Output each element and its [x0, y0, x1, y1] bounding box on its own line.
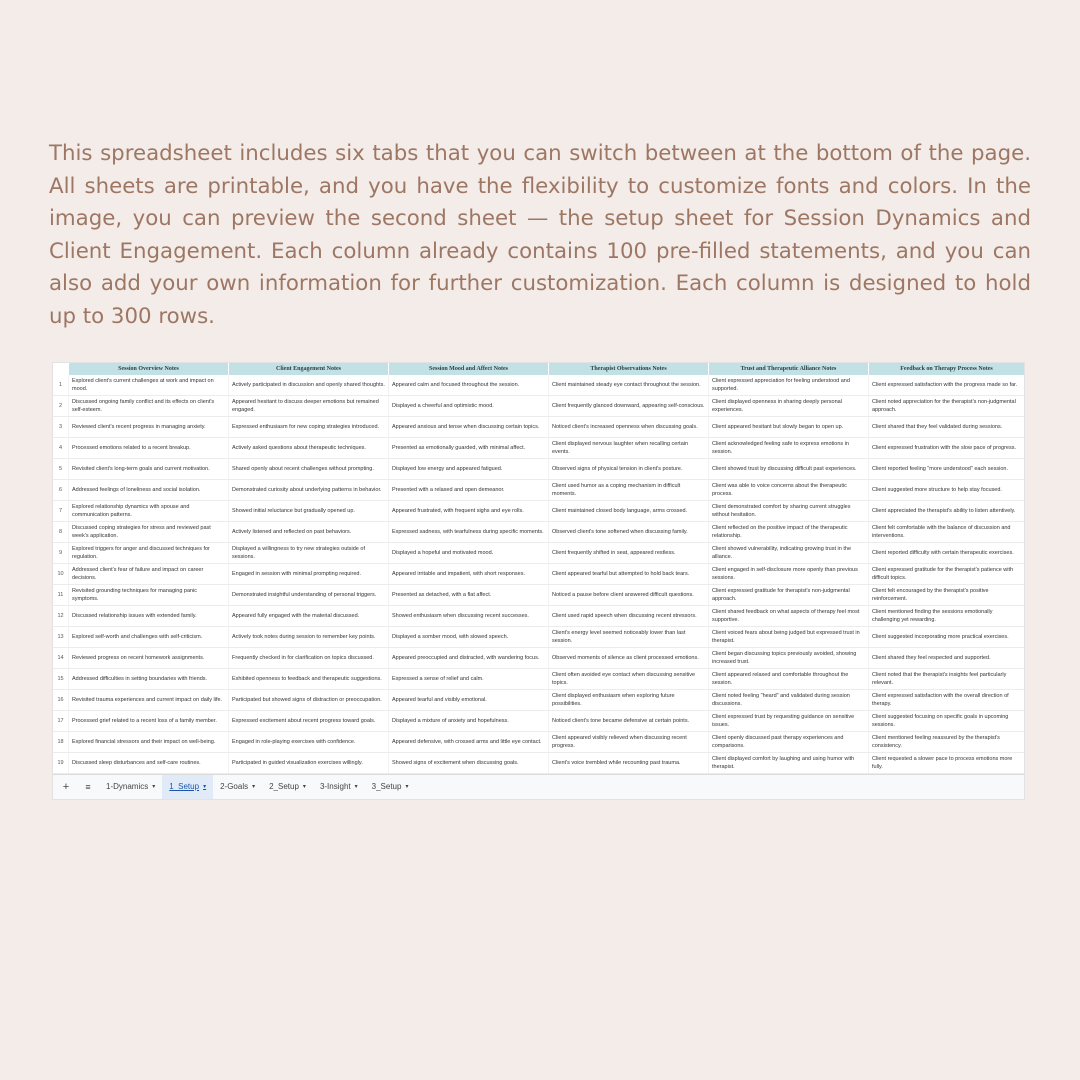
chevron-down-icon[interactable]: ▾ — [152, 784, 156, 790]
table-cell[interactable] — [228, 648, 388, 669]
table-cell[interactable] — [228, 438, 388, 459]
cell-text: Client frequently shifted in seat, appeared restless. — [552, 549, 676, 556]
cell-text: Client maintained closed body language, arms crossed. — [552, 507, 688, 514]
row-number[interactable]: 5 — [53, 459, 68, 480]
row-number[interactable]: 7 — [53, 501, 68, 522]
cell-text: Client used humor as a coping mechanism in difficult moments. — [552, 482, 681, 497]
cell-text: Client appeared visibly relieved when discussing recent progress. — [552, 734, 687, 749]
table-cell[interactable] — [868, 522, 1024, 543]
cell-text: Discussed ongoing family conflict and its effects on client's self-esteem. — [72, 398, 215, 413]
table-cell[interactable] — [708, 606, 868, 627]
table-cell[interactable] — [68, 564, 228, 585]
table-cell[interactable] — [548, 375, 708, 396]
table-cell[interactable] — [388, 606, 548, 627]
cell-text: Client noted appreciation for the therapist's non-judgmental approach. — [872, 398, 1016, 413]
table-cell[interactable] — [388, 459, 548, 480]
cell-text: Client maintained steady eye contact throughout the session. — [552, 381, 701, 388]
table-cell[interactable] — [548, 480, 708, 501]
table-cell[interactable] — [68, 501, 228, 522]
table-cell[interactable] — [708, 375, 868, 396]
cell-text: Client showed trust by discussing difficult past experiences. — [712, 465, 857, 472]
table-cell[interactable] — [388, 543, 548, 564]
column-header[interactable]: Client Engagement Notes — [228, 363, 388, 375]
cell-text: Client suggested incorporating more practical exercises. — [872, 633, 1009, 640]
cell-text: Noticed a pause before client answered difficult questions. — [552, 591, 694, 598]
table-cell[interactable] — [548, 711, 708, 732]
table-cell[interactable] — [388, 753, 548, 774]
cell-text: Client noted feeling "heard" and validated during session discussions. — [712, 692, 850, 707]
table-cell[interactable] — [548, 585, 708, 606]
column-header[interactable]: Therapist Observations Notes — [548, 363, 708, 375]
sheet-tab-bar — [53, 774, 1024, 799]
table-cell[interactable] — [548, 564, 708, 585]
cell-text: Client used rapid speech when discussing recent stressors. — [552, 612, 697, 619]
cell-text: Client shared they feel respected and supported. — [872, 654, 991, 661]
sheet-grid — [53, 363, 1024, 774]
row-number[interactable]: 19 — [53, 753, 68, 774]
table-cell[interactable] — [868, 480, 1024, 501]
cell-text: Client appeared tearful but attempted to hold back tears. — [552, 570, 690, 577]
table-cell[interactable] — [68, 648, 228, 669]
cell-text: Client displayed comfort by laughing and using humor with therapist. — [712, 755, 855, 770]
table-cell[interactable] — [708, 732, 868, 753]
table-cell[interactable] — [548, 690, 708, 711]
cell-text: Client mentioned feeling reassured by the therapist's consistency. — [872, 734, 1000, 749]
table-cell[interactable] — [708, 438, 868, 459]
table-cell[interactable] — [388, 438, 548, 459]
table-cell[interactable] — [388, 501, 548, 522]
cell-text: Client engaged in self-disclosure more openly than previous sessions. — [712, 566, 858, 581]
table-cell[interactable] — [68, 543, 228, 564]
table-cell[interactable] — [548, 669, 708, 690]
table-cell[interactable] — [708, 627, 868, 648]
table-cell[interactable] — [548, 753, 708, 774]
cell-text: Client expressed frustration with the slow pace of progress. — [872, 444, 1016, 451]
cell-text: Client showed vulnerability, indicating growing trust in the alliance. — [712, 545, 851, 560]
column-header[interactable]: Session Mood and Affect Notes — [388, 363, 548, 375]
cell-text: Client mentioned finding the sessions emotionally challenging yet rewarding. — [872, 608, 993, 623]
corner-cell[interactable] — [53, 363, 68, 375]
cell-text: Displayed a mixture of anxiety and hopefulness. — [392, 717, 509, 724]
table-cell[interactable] — [228, 501, 388, 522]
cell-text: Appeared tearful and visibly emotional. — [392, 696, 487, 703]
cell-text: Actively participated in discussion and openly shared thoughts. — [232, 381, 385, 388]
cell-text: Appeared anxious and tense when discussing certain topics. — [392, 423, 540, 430]
row-number[interactable]: 15 — [53, 669, 68, 690]
cell-text: Client acknowledged feeling safe to express emotions in session. — [712, 440, 849, 455]
cell-text: Client felt encouraged by the therapist's positive reinforcement. — [872, 587, 989, 602]
row-number[interactable]: 8 — [53, 522, 68, 543]
table-cell[interactable] — [228, 711, 388, 732]
table-cell[interactable] — [388, 648, 548, 669]
cell-text: Client's energy level seemed noticeably lower than last session. — [552, 629, 686, 644]
table-cell[interactable] — [708, 543, 868, 564]
table-cell[interactable] — [868, 501, 1024, 522]
table-cell[interactable] — [228, 522, 388, 543]
table-cell[interactable] — [868, 564, 1024, 585]
cell-text: Client reported difficulty with certain therapeutic exercises. — [872, 549, 1014, 556]
table-cell[interactable] — [68, 690, 228, 711]
cell-text: Engaged in role-playing exercises with confidence. — [232, 738, 356, 745]
cell-text: Demonstrated insightful understanding of personal triggers. — [232, 591, 377, 598]
cell-text: Appeared calm and focused throughout the session. — [392, 381, 520, 388]
cell-text: Reviewed progress on recent homework assignments. — [72, 654, 205, 661]
table-cell[interactable] — [388, 417, 548, 438]
table-cell[interactable] — [548, 648, 708, 669]
table-cell[interactable] — [708, 711, 868, 732]
table-cell[interactable] — [708, 396, 868, 417]
sheet-tab[interactable] — [365, 775, 416, 799]
table-cell[interactable] — [228, 543, 388, 564]
table-cell[interactable] — [228, 669, 388, 690]
cell-text: Client appreciated the therapist's ability to listen attentively. — [872, 507, 1016, 514]
table-cell[interactable] — [228, 606, 388, 627]
row-number[interactable]: 1 — [53, 375, 68, 396]
cell-text: Engaged in session with minimal prompting required. — [232, 570, 362, 577]
sheet-tab-label: 3_Setup — [371, 782, 402, 791]
table-cell[interactable] — [228, 690, 388, 711]
cell-text: Client suggested more structure to help stay focused. — [872, 486, 1002, 493]
cell-text: Displayed a somber mood, with slowed speech. — [392, 633, 509, 640]
table-cell[interactable] — [68, 627, 228, 648]
table-cell[interactable] — [548, 627, 708, 648]
table-cell[interactable] — [68, 522, 228, 543]
chevron-down-icon[interactable]: ▾ — [203, 784, 207, 790]
table-cell[interactable] — [548, 438, 708, 459]
cell-text: Appeared hesitant to discuss deeper emotions but remained engaged. — [232, 398, 379, 413]
cell-text: Client openly discussed past therapy experiences and comparisons. — [712, 734, 844, 749]
table-cell[interactable] — [868, 648, 1024, 669]
cell-text: Client demonstrated comfort by sharing current struggles without hesitation. — [712, 503, 851, 518]
sheet-tab-label: 3-Insight — [319, 782, 351, 791]
table-cell[interactable] — [708, 648, 868, 669]
table-cell[interactable] — [868, 690, 1024, 711]
cell-text: Presented with a relaxed and open demeanor. — [392, 486, 505, 493]
table-cell[interactable] — [708, 585, 868, 606]
table-cell[interactable] — [388, 585, 548, 606]
chevron-down-icon[interactable]: ▾ — [302, 784, 306, 790]
table-cell[interactable] — [548, 732, 708, 753]
table-cell[interactable] — [388, 564, 548, 585]
table-cell[interactable] — [868, 627, 1024, 648]
table-cell[interactable] — [228, 396, 388, 417]
row-number[interactable]: 12 — [53, 606, 68, 627]
table-cell[interactable] — [388, 522, 548, 543]
table-cell[interactable] — [868, 417, 1024, 438]
row-number[interactable]: 9 — [53, 543, 68, 564]
table-cell[interactable] — [868, 585, 1024, 606]
cell-text: Displayed a cheerful and optimistic mood. — [392, 402, 494, 409]
cell-text: Appeared preoccupied and distracted, with wandering focus. — [392, 654, 540, 661]
cell-text: Client expressed gratitude for therapist's non-judgmental approach. — [712, 587, 850, 602]
table-cell[interactable] — [868, 606, 1024, 627]
table-cell[interactable] — [548, 501, 708, 522]
cell-text: Client shared feedback on what aspects of therapy feel most supportive. — [712, 608, 860, 623]
table-cell[interactable] — [708, 501, 868, 522]
cell-text: Explored financial stressors and their impact on well-being. — [72, 738, 216, 745]
cell-text: Processed grief related to a recent loss of a family member. — [72, 717, 217, 724]
table-cell[interactable] — [868, 732, 1024, 753]
cell-text: Client suggested focusing on specific goals in upcoming sessions. — [872, 713, 1009, 728]
cell-text: Client displayed enthusiasm when exploring future possibilities. — [552, 692, 675, 707]
cell-text: Addressed difficulties in setting boundaries with friends. — [72, 675, 208, 682]
cell-text: Explored client's current challenges at work and impact on mood. — [72, 377, 214, 392]
cell-text: Client expressed trust by requesting guidance on sensitive issues. — [712, 713, 855, 728]
cell-text: Explored self-worth and challenges with self-criticism. — [72, 633, 203, 640]
cell-text: Displayed a hopeful and motivated mood. — [392, 549, 494, 556]
cell-text: Explored relationship dynamics with spouse and communication patterns. — [72, 503, 190, 518]
cell-text: Client expressed appreciation for feeling understood and supported. — [712, 377, 850, 392]
cell-text: Presented as emotionally guarded, with minimal affect. — [392, 444, 526, 451]
table-cell[interactable] — [548, 396, 708, 417]
cell-text: Client displayed openness in sharing deeply personal experiences. — [712, 398, 842, 413]
cell-text: Client appeared relaxed and comfortable throughout the session. — [712, 671, 849, 686]
sheet-tab-label: 2_Setup — [269, 782, 299, 791]
table-cell[interactable] — [228, 480, 388, 501]
cell-text: Discussed sleep disturbances and self-care routines. — [72, 759, 201, 766]
table-cell[interactable] — [388, 375, 548, 396]
table-cell[interactable] — [68, 480, 228, 501]
cell-text: Client was able to voice concerns about the therapeutic process. — [712, 482, 847, 497]
cell-text: Actively asked questions about therapeutic techniques. — [232, 444, 366, 451]
cell-text: Expressed enthusiasm for new coping strategies introduced. — [232, 423, 380, 430]
cell-text: Discussed coping strategies for stress and reviewed past week's application. — [72, 524, 211, 539]
table-cell[interactable] — [868, 396, 1024, 417]
cell-text: Client began discussing topics previously avoided, showing increased trust. — [712, 650, 857, 665]
cell-text: Observed moments of silence as client processed emotions. — [552, 654, 699, 661]
cell-text: Appeared irritable and impatient, with short responses. — [392, 570, 525, 577]
add-sheet-button[interactable]: + — [62, 781, 70, 793]
cell-text: Participated in guided visualization exercises willingly. — [232, 759, 363, 766]
sheet-tab-label: 2-Goals — [220, 782, 249, 791]
cell-text: Displayed a willingness to try new strategies outside of sessions. — [232, 545, 365, 560]
cell-text: Client voiced fears about being judged but expressed trust in therapist. — [712, 629, 860, 644]
cell-text: Noticed client's increased openness when discussing goals. — [552, 423, 698, 430]
sheet-tab[interactable] — [313, 775, 365, 799]
sheet-tab[interactable] — [99, 775, 162, 799]
row-number[interactable]: 18 — [53, 732, 68, 753]
cell-text: Reviewed client's recent progress in managing anxiety. — [72, 423, 206, 430]
table-cell[interactable] — [228, 459, 388, 480]
cell-text: Displayed low energy and appeared fatigued. — [392, 465, 503, 472]
table-cell[interactable] — [548, 606, 708, 627]
table-cell[interactable] — [548, 543, 708, 564]
sheet-tab[interactable] — [213, 775, 262, 799]
table-cell[interactable] — [228, 585, 388, 606]
table-cell[interactable] — [68, 438, 228, 459]
table-cell[interactable] — [68, 732, 228, 753]
sheet-tab[interactable] — [162, 775, 213, 799]
table-cell[interactable] — [68, 606, 228, 627]
table-cell[interactable] — [708, 480, 868, 501]
cell-text: Observed signs of physical tension in client's posture. — [552, 465, 683, 472]
cell-text: Explored triggers for anger and discussed techniques for regulation. — [72, 545, 210, 560]
cell-text: Client felt comfortable with the balance of discussion and interventions. — [872, 524, 1011, 539]
column-header[interactable]: Session Overview Notes — [68, 363, 228, 375]
cell-text: Processed emotions related to a recent breakup. — [72, 444, 191, 451]
cell-text: Client reported feeling "more understood" each session. — [872, 465, 1008, 472]
table-cell[interactable] — [388, 711, 548, 732]
cell-text: Appeared frustrated, with frequent sighs and eye rolls. — [392, 507, 524, 514]
sheet-tab[interactable] — [262, 775, 313, 799]
cell-text: Client requested a slower pace to process emotions more fully. — [872, 755, 1013, 770]
table-cell[interactable] — [68, 711, 228, 732]
table-cell[interactable] — [868, 753, 1024, 774]
table-cell[interactable] — [388, 480, 548, 501]
cell-text: Client displayed nervous laughter when recalling certain events. — [552, 440, 689, 455]
table-cell[interactable] — [868, 375, 1024, 396]
cell-text: Addressed feelings of loneliness and social isolation. — [72, 486, 201, 493]
chevron-down-icon[interactable]: ▾ — [354, 784, 358, 790]
row-number[interactable]: 6 — [53, 480, 68, 501]
cell-text: Showed initial reluctance but gradually opened up. — [232, 507, 355, 514]
cell-text: Observed client's tone softened when discussing family. — [552, 528, 688, 535]
table-cell[interactable] — [68, 375, 228, 396]
row-number[interactable]: 17 — [53, 711, 68, 732]
table-cell[interactable] — [228, 732, 388, 753]
cell-text: Noticed client's tone became defensive at certain points. — [552, 717, 690, 724]
table-cell[interactable] — [708, 417, 868, 438]
table-cell[interactable] — [868, 669, 1024, 690]
cell-text: Client expressed satisfaction with the progress made so far. — [872, 381, 1018, 388]
cell-text: Client expressed gratitude for the therapist's patience with difficult topics. — [872, 566, 1014, 581]
cell-text: Client shared that they feel validated during sessions. — [872, 423, 1003, 430]
cell-text: Client expressed satisfaction with the overall direction of therapy. — [872, 692, 1009, 707]
cell-text: Client's voice trembled while recounting past trauma. — [552, 759, 681, 766]
column-header[interactable]: Feedback on Therapy Process Notes — [868, 363, 1024, 375]
cell-text: Participated but showed signs of distraction or preoccupation. — [232, 696, 382, 703]
table-cell[interactable] — [708, 459, 868, 480]
intro-paragraph: This spreadsheet includes six tabs that you can switch between at the bottom of the page. All sheets are printable, and you have the flexibility to customize fonts and colors. In the image, you can preview the second sheet — the setup sheet for Session Dynamics and Client Engagement. Each column already contains 100 pre-filled statements, and you can also add your own information for further customization. Each column is designed to hold up to 300 rows. — [49, 141, 1031, 329]
row-number[interactable]: 3 — [53, 417, 68, 438]
cell-text: Appeared defensive, with crossed arms and little eye contact. — [392, 738, 542, 745]
table-cell[interactable] — [868, 543, 1024, 564]
table-cell[interactable] — [868, 711, 1024, 732]
all-sheets-menu-icon[interactable]: ≡ — [85, 782, 91, 792]
table-cell[interactable] — [68, 396, 228, 417]
row-number[interactable]: 2 — [53, 396, 68, 417]
cell-text: Client frequently glanced downward, appearing self-conscious. — [552, 402, 705, 409]
table-cell[interactable] — [228, 417, 388, 438]
table-cell[interactable] — [228, 627, 388, 648]
table-cell[interactable] — [388, 627, 548, 648]
table-cell[interactable] — [868, 459, 1024, 480]
table-cell[interactable] — [68, 585, 228, 606]
cell-text: Demonstrated curiosity about underlying patterns in behavior. — [232, 486, 382, 493]
row-number[interactable]: 13 — [53, 627, 68, 648]
table-cell[interactable] — [708, 669, 868, 690]
cell-text: Client reflected on the positive impact of the therapeutic relationship. — [712, 524, 848, 539]
sheet-tab-label: 1-Dynamics — [106, 782, 149, 791]
table-cell[interactable] — [708, 564, 868, 585]
cell-text: Addressed client's fear of failure and impact on career decisions. — [72, 566, 204, 581]
table-cell[interactable] — [228, 564, 388, 585]
cell-text: Showed enthusiasm when discussing recent successes. — [392, 612, 529, 619]
table-cell[interactable] — [228, 375, 388, 396]
row-number[interactable]: 4 — [53, 438, 68, 459]
cell-text: Presented as detached, with a flat affect. — [392, 591, 492, 598]
table-cell[interactable] — [708, 690, 868, 711]
table-cell[interactable] — [548, 522, 708, 543]
cell-text: Revisited trauma experiences and current impact on daily life. — [72, 696, 223, 703]
cell-text: Actively listened and reflected on past behaviors. — [232, 528, 352, 535]
cell-text: Revisited grounding techniques for managing panic symptoms. — [72, 587, 198, 602]
cell-text: Discussed relationship issues with extended family. — [72, 612, 197, 619]
chevron-down-icon[interactable]: ▾ — [405, 784, 409, 790]
table-cell[interactable] — [548, 459, 708, 480]
table-cell[interactable] — [708, 753, 868, 774]
row-number[interactable]: 14 — [53, 648, 68, 669]
table-cell[interactable] — [388, 732, 548, 753]
table-cell[interactable] — [708, 522, 868, 543]
cell-text: Appeared fully engaged with the material discussed. — [232, 612, 360, 619]
cell-text: Showed signs of excitement when discussing goals. — [392, 759, 519, 766]
table-cell[interactable] — [388, 669, 548, 690]
column-header[interactable]: Trust and Therapeutic Alliance Notes — [708, 363, 868, 375]
cell-text: Expressed excitement about recent progress toward goals. — [232, 717, 376, 724]
cell-text: Expressed sadness, with tearfulness during specific moments. — [392, 528, 544, 535]
cell-text: Revisited client's long-term goals and current motivation. — [72, 465, 210, 472]
row-number[interactable]: 16 — [53, 690, 68, 711]
table-cell[interactable] — [388, 690, 548, 711]
chevron-down-icon[interactable]: ▾ — [252, 784, 256, 790]
table-cell[interactable] — [68, 669, 228, 690]
sheet-tab-label: 1_Setup — [169, 782, 200, 791]
table-cell[interactable] — [548, 417, 708, 438]
table-cell[interactable] — [228, 753, 388, 774]
table-cell[interactable] — [68, 417, 228, 438]
cell-text: Shared openly about recent challenges without prompting. — [232, 465, 374, 472]
row-number[interactable]: 10 — [53, 564, 68, 585]
cell-text: Client appeared hesitant but slowly began to open up. — [712, 423, 844, 430]
cell-text: Actively took notes during session to remember key points. — [232, 633, 376, 640]
cell-text: Client often avoided eye contact when discussing sensitive topics. — [552, 671, 696, 686]
spreadsheet — [53, 363, 1024, 799]
cell-text: Expressed a sense of relief and calm. — [392, 675, 484, 682]
table-cell[interactable] — [388, 396, 548, 417]
table-cell[interactable] — [868, 438, 1024, 459]
row-number[interactable]: 11 — [53, 585, 68, 606]
table-cell[interactable] — [68, 753, 228, 774]
cell-text: Client noted that the therapist's insights feel particularly relevant. — [872, 671, 1007, 686]
cell-text: Frequently checked in for clarification on topics discussed. — [232, 654, 374, 661]
table-cell[interactable] — [68, 459, 228, 480]
cell-text: Exhibited openness to feedback and therapeutic suggestions. — [232, 675, 382, 682]
